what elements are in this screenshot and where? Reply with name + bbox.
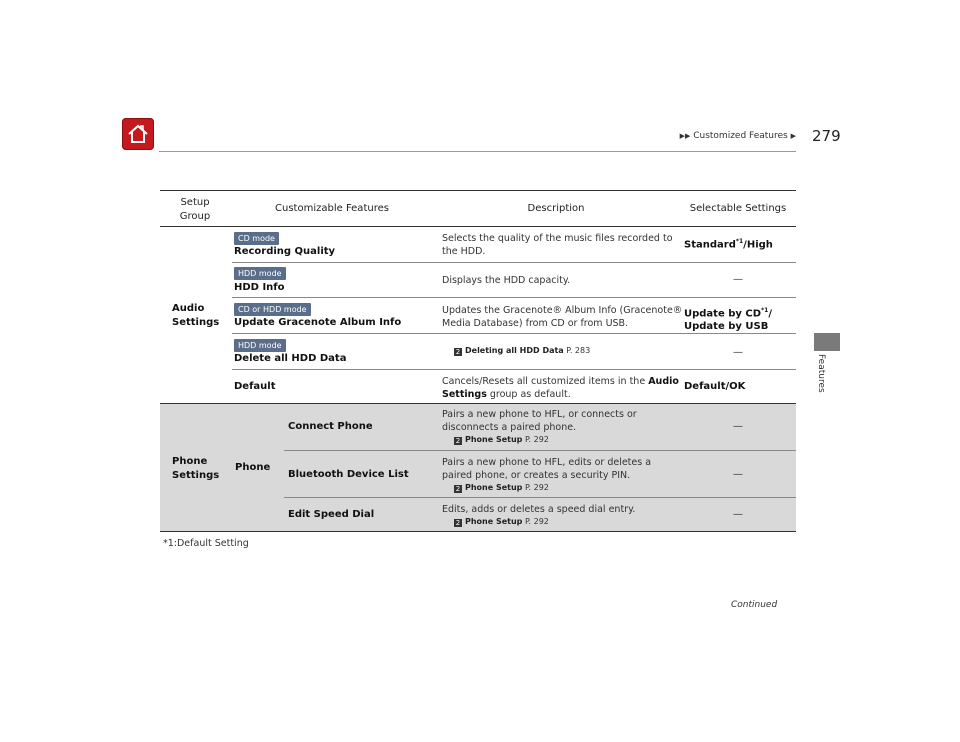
setting-connect-phone: —	[733, 421, 743, 432]
table-top-rule	[160, 190, 796, 191]
mode-tag: HDD mode	[234, 339, 286, 352]
setting-default: Default/OK	[684, 381, 746, 392]
reference-arrow-icon: 2	[455, 485, 461, 493]
desc-update-gracenote: Updates the Gracenote® Album Info (Gracenote® Media Database) from CD or from USB.	[442, 305, 683, 329]
group-audio-settings: Audio Settings	[172, 303, 220, 328]
desc-default: Cancels/Resets all customized items in the Audio Settings group as default.	[442, 376, 679, 400]
breadcrumb[interactable]: ▶▶ Customized Features ▶	[679, 131, 796, 141]
row-divider	[232, 262, 796, 263]
ref-phone-setup[interactable]: 2 Phone Setup P. 292	[455, 517, 549, 527]
desc-recording-quality: Selects the quality of the music files recorded to the HDD.	[442, 233, 673, 257]
row-divider	[284, 497, 796, 498]
feature-recording-quality: Recording Quality	[234, 246, 336, 257]
setting-delete-hdd: —	[733, 347, 743, 358]
setting-bluetooth-device-list: —	[733, 469, 743, 480]
continued-label: Continued	[731, 600, 778, 610]
home-button[interactable]	[122, 118, 154, 150]
mode-tag: HDD mode	[234, 267, 286, 280]
desc-hdd-info: Displays the HDD capacity.	[442, 275, 571, 286]
setting-update-gracenote: Update by CD$^{*1}$/ Update by USB	[684, 307, 772, 333]
header-setup-group: Setup Group	[179, 197, 211, 222]
section-label: Features	[816, 354, 826, 393]
section-tab	[814, 333, 840, 351]
feature-edit-speed-dial: Edit Speed Dial	[288, 509, 375, 520]
footnote: *1:Default Setting	[163, 538, 249, 549]
header-description: Description	[527, 203, 585, 214]
breadcrumb-arrow-icon: ▶▶	[679, 132, 691, 140]
header-customizable-features: Customizable Features	[275, 203, 389, 214]
reference-arrow-icon: 2	[455, 348, 461, 356]
home-icon	[126, 122, 150, 146]
group-phone-settings: Phone Settings	[172, 456, 220, 481]
setting-edit-speed-dial: —	[733, 509, 743, 520]
ref-phone-setup[interactable]: 2 Phone Setup P. 292	[455, 483, 549, 493]
setting-recording-quality: Standard$^{*1}$/High	[684, 238, 773, 251]
header-selectable-settings: Selectable Settings	[689, 203, 787, 214]
feature-connect-phone: Connect Phone	[288, 421, 373, 432]
ref-phone-setup[interactable]: 2 Phone Setup P. 292	[455, 435, 549, 445]
feature-delete-hdd: Delete all HDD Data	[234, 353, 347, 364]
feature-default: Default	[234, 381, 276, 392]
breadcrumb-arrow-icon: ▶	[790, 132, 796, 140]
feature-bluetooth-device-list: Bluetooth Device List	[288, 469, 409, 480]
mode-tag: CD mode	[234, 232, 279, 245]
row-divider	[232, 333, 796, 334]
page-number: 279	[812, 127, 841, 145]
table-bottom-rule	[160, 531, 796, 532]
feature-update-gracenote: Update Gracenote Album Info	[234, 317, 402, 328]
ref-deleting-hdd[interactable]: 2 Deleting all HDD Data P. 283	[455, 346, 591, 356]
subgroup-phone: Phone	[235, 462, 271, 473]
setting-hdd-info: —	[733, 274, 743, 285]
row-divider	[284, 450, 796, 451]
desc-edit-speed-dial: Edits, adds or deletes a speed dial entry.	[442, 504, 636, 515]
row-divider	[232, 297, 796, 298]
desc-connect-phone: Pairs a new phone to HFL, or connects or disconnects a paired phone.	[442, 409, 637, 433]
mode-tag: CD or HDD mode	[234, 303, 311, 316]
reference-arrow-icon: 2	[455, 519, 461, 527]
desc-bluetooth-device-list: Pairs a new phone to HFL, edits or deletes a paired phone, or creates a security PIN.	[442, 457, 652, 481]
reference-arrow-icon: 2	[455, 437, 461, 445]
feature-hdd-info: HDD Info	[234, 282, 285, 293]
header-divider	[159, 151, 796, 152]
table-header-rule	[160, 226, 796, 227]
row-divider	[232, 369, 796, 370]
